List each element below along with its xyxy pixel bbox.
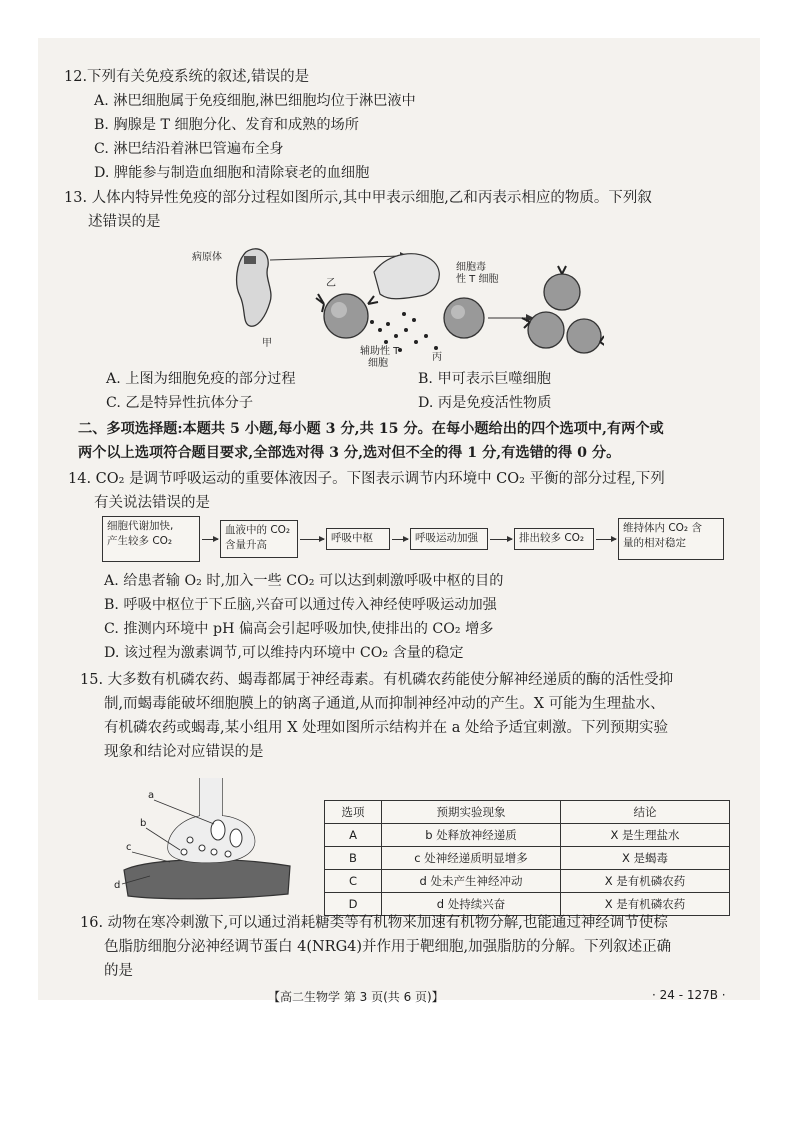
- q15-stem-line1: 15. 大多数有机磷农药、蝎毒都属于神经毒素。有机磷农药能使分解神经递质的酶的活性受抑: [80, 672, 674, 688]
- q13-stem-line1: 13. 人体内特异性免疫的部分过程如图所示,其中甲表示细胞,乙和丙表示相应的物质。下列叙: [64, 190, 652, 206]
- table-row: [325, 824, 730, 847]
- q12-option-a: A. 淋巴细胞属于免疫细胞,淋巴细胞均位于淋巴液中: [94, 93, 416, 109]
- q12-stem: 12.下列有关免疫系统的叙述,错误的是: [64, 69, 310, 85]
- label-bing: 丙: [432, 352, 442, 363]
- page-footer-code: · 24 - 127B ·: [652, 988, 726, 1002]
- label-c: c: [126, 842, 132, 853]
- label-jia: 甲: [262, 338, 272, 349]
- synapse-figure: [110, 776, 300, 906]
- flow-arrow: [596, 539, 616, 540]
- q13-option-c: C. 乙是特异性抗体分子: [106, 395, 254, 411]
- exam-page: [38, 38, 760, 1000]
- q13-stem-line2: 述错误的是: [88, 214, 161, 230]
- page-footer-center: 【高二生物学 第 3 页(共 6 页)】: [268, 990, 444, 1004]
- table-cell: X 是有机磷农药: [561, 893, 730, 916]
- header-conclusion: 结论: [561, 801, 730, 824]
- q13-option-b: B. 甲可表示巨噬细胞: [418, 371, 551, 387]
- q15-options-table: [324, 800, 730, 916]
- q12-option-b: B. 胸腺是 T 细胞分化、发育和成熟的场所: [94, 117, 359, 133]
- header-phenomenon: 预期实验现象: [382, 801, 561, 824]
- q12-option-c: C. 淋巴结沿着淋巴管遍布全身: [94, 141, 284, 157]
- flow-box-exhale-co2: 排出较多 CO₂: [514, 528, 594, 550]
- table-cell: X 是生理盐水: [561, 824, 730, 847]
- flow-box-breathing-stronger: 呼吸运动加强: [410, 528, 488, 550]
- q14-option-b: B. 呼吸中枢位于下丘脑,兴奋可以通过传入神经使呼吸运动加强: [104, 597, 497, 613]
- table-cell: b 处释放神经递质: [382, 824, 561, 847]
- flow-box-blood-co2: 血液中的 CO₂ 含量升高: [220, 520, 298, 558]
- table-cell: D: [325, 893, 382, 916]
- flow-arrow: [490, 539, 512, 540]
- table-row: [325, 893, 730, 916]
- flow-arrow: [202, 539, 218, 540]
- section2-instructions-line2: 两个以上选项符合题目要求,全部选对得 3 分,选对但不全的得 1 分,有选错的得 0 分。: [78, 445, 621, 461]
- table-header-row: [325, 801, 730, 824]
- q14-option-c: C. 推测内环境中 pH 偏高会引起呼吸加快,使排出的 CO₂ 增多: [104, 621, 494, 637]
- q16-stem-line1: 16. 动物在寒冷刺激下,可以通过消耗糖类等有机物来加速有机物分解,也能通过神经调节使棕: [80, 915, 668, 931]
- co2-flowchart: [102, 516, 732, 564]
- q12-option-d: D. 脾能参与制造血细胞和清除衰老的血细胞: [94, 165, 370, 181]
- flow-arrow: [392, 539, 408, 540]
- label-d: d: [114, 880, 121, 891]
- header-option: 选项: [325, 801, 382, 824]
- table-cell: A: [325, 824, 382, 847]
- label-cytotoxic-t-line2: 性 T 细胞: [456, 274, 499, 285]
- flow-box-metabolism: 细胞代谢加快, 产生较多 CO₂: [102, 516, 200, 562]
- table-cell: C: [325, 870, 382, 893]
- table-cell: d 处未产生神经冲动: [382, 870, 561, 893]
- label-helper-t-line1: 辅助性 T: [360, 346, 400, 357]
- table-cell: d 处持续兴奋: [382, 893, 561, 916]
- immune-process-figure: [174, 238, 604, 368]
- q14-option-a: A. 给患者输 O₂ 时,加入一些 CO₂ 可以达到刺激呼吸中枢的目的: [104, 573, 504, 589]
- flow-arrow: [300, 539, 324, 540]
- table-cell: B: [325, 847, 382, 870]
- table-row: [325, 870, 730, 893]
- q15-stem-line3: 有机磷农药或蝎毒,某小组用 X 处理如图所示结构并在 a 处给予适宜刺激。下列预期实验: [104, 720, 669, 736]
- label-yi: 乙: [326, 278, 336, 289]
- label-pathogen: 病原体: [192, 252, 222, 263]
- q16-stem-line2: 色脂肪细胞分泌神经调节蛋白 4(NRG4)并作用于靶细胞,加强脂肪的分解。下列叙述正确: [104, 939, 672, 955]
- q13-option-d: D. 丙是免疫活性物质: [418, 395, 552, 411]
- q15-stem-line2: 制,而蝎毒能破坏细胞膜上的钠离子通道,从而抑制神经冲动的产生。X 可能为生理盐水、: [104, 696, 665, 712]
- label-cytotoxic-t-line1: 细胞毒: [456, 262, 486, 273]
- synapse-svg: [110, 776, 300, 906]
- table-cell: X 是蝎毒: [561, 847, 730, 870]
- q15-stem-line4: 现象和结论对应错误的是: [104, 744, 264, 760]
- q14-stem-line2: 有关说法错误的是: [94, 495, 210, 511]
- flow-box-co2-stable: 维持体内 CO₂ 含 量的相对稳定: [618, 518, 724, 560]
- table-cell: X 是有机磷农药: [561, 870, 730, 893]
- q16-stem-line3: 的是: [104, 963, 133, 979]
- q14-option-d: D. 该过程为激素调节,可以维持内环境中 CO₂ 含量的稳定: [104, 645, 464, 661]
- label-helper-t-line2: 细胞: [368, 358, 388, 369]
- table-cell: c 处神经递质明显增多: [382, 847, 561, 870]
- label-b: b: [140, 818, 147, 829]
- table-row: [325, 847, 730, 870]
- section2-instructions-line1: 二、多项选择题:本题共 5 小题,每小题 3 分,共 15 分。在每小题给出的四个选项中,有两个或: [78, 421, 664, 437]
- q14-stem-line1: 14. CO₂ 是调节呼吸运动的重要体液因子。下图表示调节内环境中 CO₂ 平衡的部分过程,下列: [68, 471, 665, 487]
- flow-box-respiratory-center: 呼吸中枢: [326, 528, 390, 550]
- label-a: a: [148, 790, 155, 801]
- q13-option-a: A. 上图为细胞免疫的部分过程: [106, 371, 296, 387]
